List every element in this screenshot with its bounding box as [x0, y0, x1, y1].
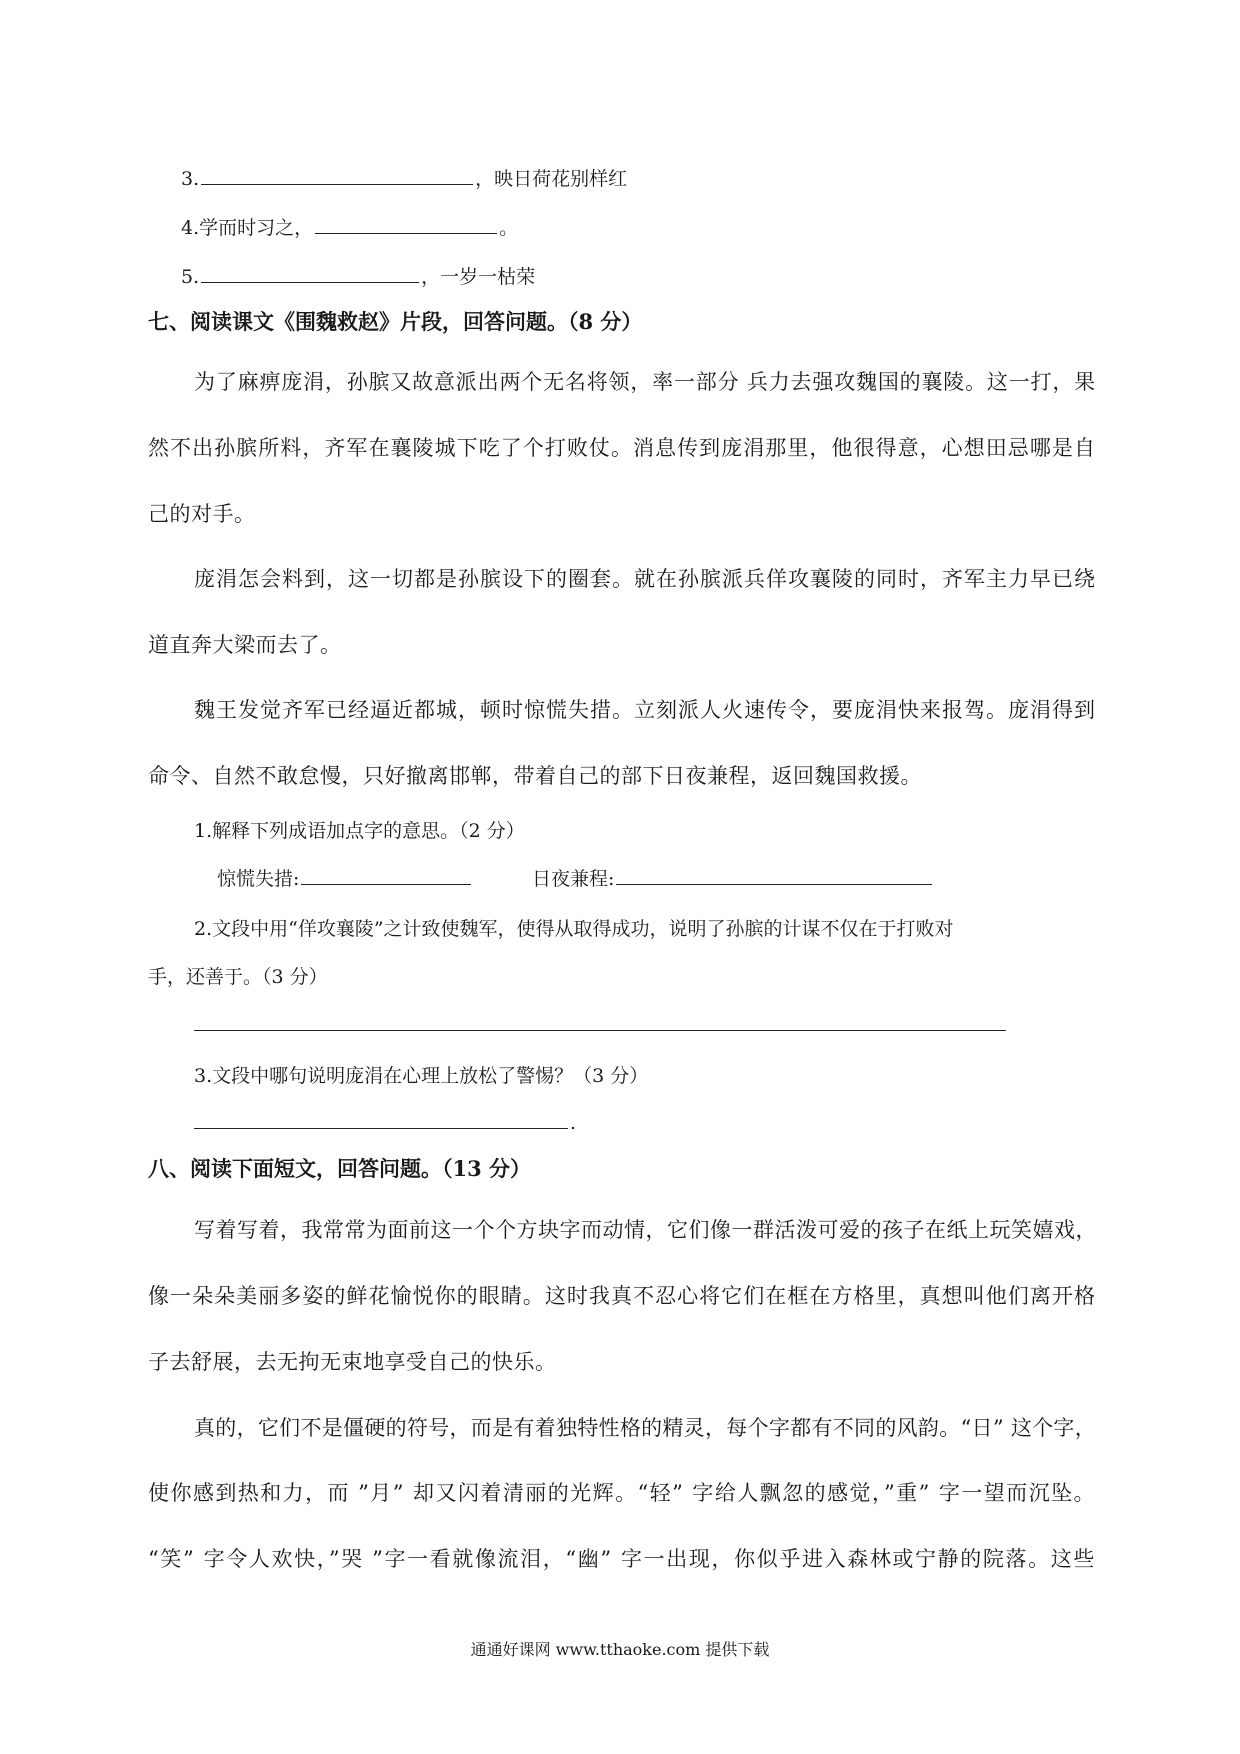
- fill-in-suffix: 。: [499, 217, 519, 239]
- section-8-title: 八、阅读下面短文，回答问题。（13 分）: [148, 1156, 532, 1181]
- passage-line: 魏王发觉齐军已经逼近都城，顿时惊慌失措。立刻派人火速传令，要庞涓快来报驾。庞涓得到: [194, 698, 1096, 722]
- fill-in-item-3: [181, 164, 627, 191]
- fill-in-item-5: [181, 262, 535, 289]
- fill-in-prefix: 4.学而时习之，: [181, 217, 314, 239]
- answer-blank[interactable]: [201, 262, 419, 283]
- passage-line: 像一朵朵美丽多姿的鲜花愉悦你的眼睛。这时我真不忍心将它们在框在方格里，真想叫他们离开格: [148, 1284, 1096, 1308]
- answer-end-mark: .: [570, 1112, 577, 1134]
- passage-line: 道直奔大梁而去了。: [148, 633, 342, 657]
- question-1-term-1: [217, 864, 473, 891]
- term-label: 惊慌失措:: [217, 868, 300, 890]
- question-1-term-2: [532, 864, 934, 891]
- answer-blank[interactable]: [315, 213, 497, 234]
- passage-line: 然不出孙膑所料，齐军在襄陵城下吃了个打败仗。消息传到庞涓那里，他很得意，心想田忌哪是自: [148, 436, 1096, 460]
- fill-in-suffix: ，一岁一枯荣: [421, 266, 536, 288]
- passage-line: 为了麻痹庞涓，孙膑又故意派出两个无名将领，率一部分 兵力去强攻魏国的襄陵。这一打，果: [194, 370, 1096, 394]
- question-2-line-2: 手，还善于。（3 分）: [148, 966, 328, 988]
- page-footer: 通通好课网 www.tthaoke.com 提供下载: [470, 1640, 770, 1659]
- passage-line: 己的对手。: [148, 502, 256, 526]
- passage-line: “笑” 字令人欢快，”哭 ”字一看就像流泪，“幽” 字一出现，你似乎进入森林或宁静的院落。这些: [148, 1547, 1096, 1571]
- passage-line: 命令、自然不敢怠慢，只好撤离邯郸，带着自己的部下日夜兼程，返回魏国救援。: [148, 764, 922, 788]
- fill-in-item-4: [181, 213, 518, 240]
- answer-line[interactable]: [194, 1128, 568, 1129]
- section-7-title: 七、阅读课文《围魏救赵》片段，回答问题。（8 分）: [148, 309, 643, 334]
- fill-in-suffix: ，映日荷花别样红: [475, 168, 628, 190]
- fill-in-prefix: 3.: [181, 168, 200, 190]
- answer-blank[interactable]: [201, 164, 473, 185]
- answer-line[interactable]: [194, 1030, 1006, 1031]
- passage-line: 真的，它们不是僵硬的符号，而是有着独特性格的精灵，每个字都有不同的风韵。“日” 这个字，: [194, 1416, 1096, 1440]
- question-3: 3.文段中哪句说明庞涓在心理上放松了警惕？（3 分）: [194, 1065, 649, 1087]
- passage-line: 庞涓怎会料到，这一切都是孙膑设下的圈套。就在孙膑派兵佯攻襄陵的同时，齐军主力早已绕: [194, 567, 1096, 591]
- passage-line: 子去舒展，去无拘无束地享受自己的快乐。: [148, 1350, 557, 1374]
- question-1: 1.解释下列成语加点字的意思。（2 分）: [194, 820, 525, 842]
- fill-in-prefix: 5.: [181, 266, 200, 288]
- passage-line: 使你感到热和力，而 ”月” 却又闪着清丽的光辉。“轻” 字给人飘忽的感觉，”重” 字一望而沉坠。: [148, 1481, 1096, 1505]
- answer-blank[interactable]: [616, 864, 932, 885]
- passage-line: 写着写着，我常常为面前这一个个方块字而动情，它们像一群活泼可爱的孩子在纸上玩笑嬉戏，: [194, 1218, 1097, 1242]
- term-label: 日夜兼程:: [532, 868, 615, 890]
- question-2-line-1: 2.文段中用“佯攻襄陵”之计致使魏军，使得从取得成功，说明了孙膑的计谋不仅在于打败对: [194, 918, 954, 940]
- answer-blank[interactable]: [301, 864, 471, 885]
